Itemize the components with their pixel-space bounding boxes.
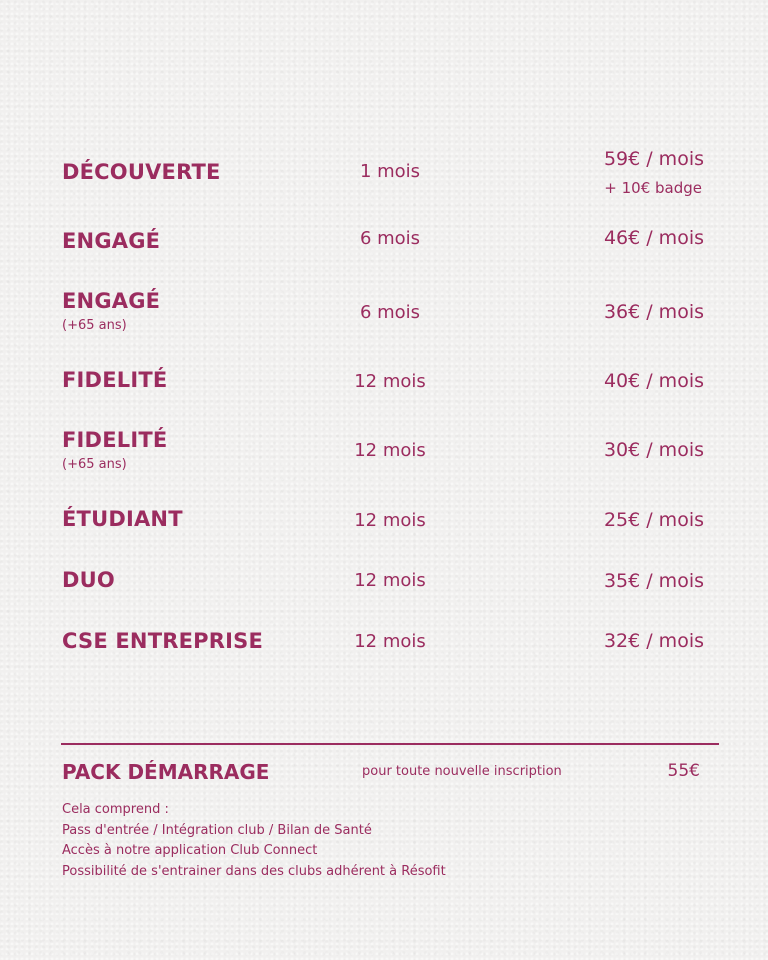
plan-name: FIDELITÉ: [62, 368, 168, 392]
plan-price: 36€ / mois: [603, 301, 704, 323]
plan-name: ENGAGÉ: [62, 229, 161, 253]
plan-duration: 1 mois: [359, 161, 421, 182]
plan-extra: + 10€ badge: [604, 179, 702, 197]
pack-detail-line: Possibilité de s'entrainer dans des clubs adhérent à Résofit: [62, 863, 446, 879]
plan-price: 46€ / mois: [603, 227, 704, 249]
plan-duration: 6 mois: [359, 302, 421, 323]
plan-subtitle: (+65 ans): [62, 318, 127, 333]
plan-price: 35€ / mois: [603, 570, 704, 592]
plan-name: ENGAGÉ: [62, 289, 161, 313]
plan-subtitle: (+65 ans): [62, 457, 127, 472]
plan-duration: 12 mois: [354, 631, 426, 652]
pack-details: [62, 800, 446, 882]
plan-price: 32€ / mois: [603, 630, 704, 652]
pack-title: PACK DÉMARRAGE: [62, 760, 270, 784]
plan-price: 40€ / mois: [603, 370, 704, 392]
plan-duration: 12 mois: [354, 371, 426, 392]
plan-price: 25€ / mois: [603, 509, 704, 531]
plan-price: 30€ / mois: [603, 439, 704, 461]
plan-name: FIDELITÉ: [62, 428, 168, 452]
plan-duration: 12 mois: [354, 440, 426, 461]
plan-duration: 6 mois: [359, 228, 421, 249]
plan-duration: 12 mois: [354, 570, 426, 591]
pack-price: 55€: [667, 761, 700, 781]
pack-detail-line: Pass d'entrée / Intégration club / Bilan de Santé: [62, 822, 372, 838]
plan-name: ÉTUDIANT: [62, 507, 183, 531]
plan-price: 59€ / mois: [603, 148, 704, 170]
plan-name: DÉCOUVERTE: [62, 160, 221, 184]
pack-note: pour toute nouvelle inscription: [362, 764, 562, 779]
pack-detail-line: Accès à notre application Club Connect: [62, 843, 318, 858]
section-divider: [61, 743, 719, 745]
plan-name: DUO: [62, 568, 115, 592]
pack-detail-line: Cela comprend :: [62, 802, 169, 817]
plan-name: CSE ENTREPRISE: [62, 629, 263, 653]
plan-duration: 12 mois: [354, 510, 426, 531]
